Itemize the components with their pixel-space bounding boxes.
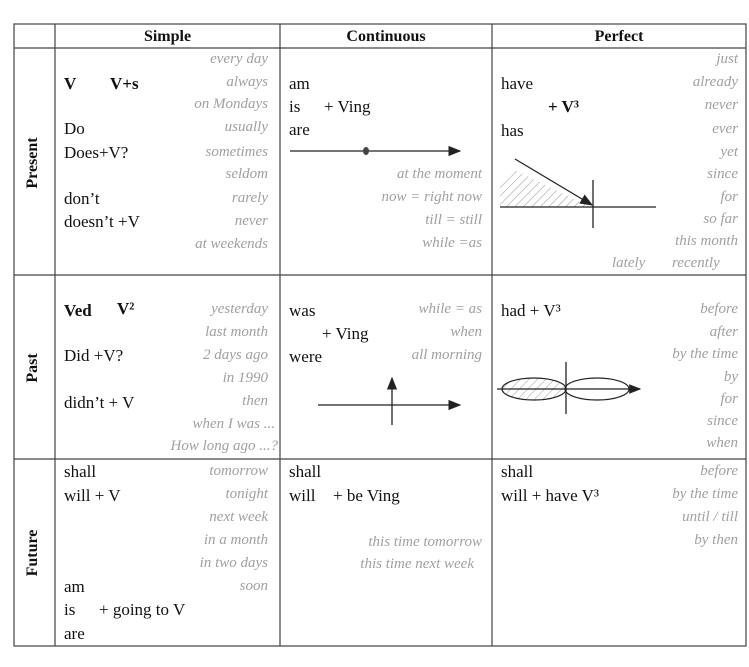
past-simple-v2: V² bbox=[117, 299, 135, 318]
future-cont-marker: this time tomorrow bbox=[368, 534, 482, 550]
past-simple-ved: Ved bbox=[64, 301, 92, 320]
past-perfect-had: had + V³ bbox=[501, 301, 561, 320]
present-perfect-marker: for bbox=[720, 189, 738, 205]
present-perfect-marker: so far bbox=[703, 211, 738, 227]
present-perfect-timeline bbox=[500, 159, 656, 228]
future-perfect-shall: shall bbox=[501, 462, 534, 481]
future-cont-marker: this time next week bbox=[360, 556, 474, 572]
past-cont-ving: + Ving bbox=[322, 324, 369, 343]
past-perfect-marker: by the time bbox=[672, 346, 738, 362]
future-cont-shall: shall bbox=[289, 462, 322, 481]
present-cont-marker: till = still bbox=[425, 212, 482, 228]
present-simple-marker: always bbox=[226, 74, 268, 90]
past-simple-marker: 2 days ago bbox=[203, 347, 268, 363]
present-simple-marker: at weekends bbox=[195, 236, 268, 252]
past-simple-did: Did +V? bbox=[64, 346, 124, 365]
past-perfect-marker: when bbox=[706, 435, 738, 451]
present-simple-marker: rarely bbox=[231, 190, 268, 206]
future-perfect-marker: until / till bbox=[682, 509, 738, 525]
present-perfect-marker: never bbox=[704, 97, 738, 113]
future-simple-marker: next week bbox=[209, 509, 268, 525]
present-perfect-has: has bbox=[501, 121, 524, 140]
past-perfect-marker: by bbox=[723, 369, 738, 385]
past-simple-marker: last month bbox=[205, 324, 268, 340]
past-simple-marker: How long ago ...? bbox=[170, 438, 278, 454]
future-cont-will: will bbox=[289, 486, 316, 505]
past-simple-didnt: didn’t + V bbox=[64, 393, 135, 412]
present-cont-ving: + Ving bbox=[324, 97, 371, 116]
header-continuous: Continuous bbox=[346, 28, 426, 45]
future-simple-marker: soon bbox=[239, 578, 268, 594]
header-perfect: Perfect bbox=[594, 28, 644, 45]
present-perfect-v3: + V³ bbox=[548, 97, 580, 116]
future-simple-shall: shall bbox=[64, 462, 97, 481]
past-cont-marker: while = as bbox=[418, 301, 482, 317]
past-perfect-marker: after bbox=[709, 324, 738, 340]
present-simple-marker: every day bbox=[210, 51, 268, 67]
header-simple: Simple bbox=[143, 28, 192, 45]
past-perfect-timeline bbox=[497, 362, 640, 414]
present-cont-am: am bbox=[289, 74, 310, 93]
future-perfect-will: will + have V³ bbox=[501, 486, 599, 505]
present-simple-marker: on Mondays bbox=[194, 96, 268, 112]
present-simple-marker: sometimes bbox=[205, 144, 268, 160]
present-simple-marker: never bbox=[234, 213, 268, 229]
past-cont-were: were bbox=[289, 347, 323, 366]
present-simple-does: Does+V? bbox=[64, 143, 129, 162]
past-cont-marker: all morning bbox=[411, 347, 482, 363]
past-cont-marker: when bbox=[450, 324, 482, 340]
past-continuous-timeline bbox=[318, 378, 460, 425]
present-perfect-marker: since bbox=[707, 166, 738, 182]
future-simple-marker: in two days bbox=[199, 555, 268, 571]
present-cont-are: are bbox=[289, 120, 310, 139]
future-perfect-marker: by the time bbox=[672, 486, 738, 502]
present-simple-v: V bbox=[64, 74, 77, 93]
present-simple-dont: don’t bbox=[64, 189, 100, 208]
past-cont-was: was bbox=[289, 301, 316, 320]
future-simple-are: are bbox=[64, 624, 85, 643]
present-perfect-have: have bbox=[501, 74, 534, 93]
future-cont-bving: + be Ving bbox=[333, 486, 400, 505]
present-cont-marker: now = right now bbox=[381, 189, 482, 205]
past-perfect-marker: before bbox=[700, 301, 738, 317]
future-simple-marker: tomorrow bbox=[209, 463, 268, 479]
past-perfect-marker: for bbox=[720, 391, 738, 407]
row-label-future: Future bbox=[24, 529, 41, 577]
future-simple-will: will + V bbox=[64, 486, 121, 505]
present-perfect-recently: recently bbox=[672, 255, 720, 271]
past-simple-marker: in 1990 bbox=[222, 370, 268, 386]
present-perfect-lately: lately bbox=[612, 255, 646, 271]
past-simple-marker: then bbox=[242, 393, 268, 409]
past-perfect-marker: since bbox=[707, 413, 738, 429]
future-simple-is: is bbox=[64, 600, 76, 619]
row-label-past: Past bbox=[24, 353, 41, 383]
present-cont-is: is bbox=[289, 97, 301, 116]
future-simple-marker: tonight bbox=[225, 486, 268, 502]
present-simple-marker: seldom bbox=[225, 166, 268, 182]
present-continuous-timeline bbox=[290, 147, 460, 155]
present-simple-marker: usually bbox=[224, 119, 268, 135]
present-simple-doesnt: doesn’t +V bbox=[64, 212, 140, 231]
past-simple-marker: when I was ... bbox=[192, 416, 275, 432]
past-simple-marker: yesterday bbox=[211, 301, 268, 317]
future-simple-am: am bbox=[64, 577, 85, 596]
present-cont-marker: at the moment bbox=[397, 166, 482, 182]
future-perfect-marker: before bbox=[700, 463, 738, 479]
present-simple-do: Do bbox=[64, 119, 85, 138]
present-perfect-marker: yet bbox=[720, 144, 738, 160]
future-perfect-marker: by then bbox=[694, 532, 738, 548]
present-perfect-marker: ever bbox=[712, 121, 738, 137]
future-simple-going: + going to V bbox=[99, 600, 186, 619]
present-perfect-marker: already bbox=[692, 74, 738, 90]
future-simple-marker: in a month bbox=[203, 532, 268, 548]
present-perfect-marker: just bbox=[716, 51, 738, 67]
present-simple-vs: V+s bbox=[110, 74, 139, 93]
present-perfect-marker: this month bbox=[675, 233, 738, 249]
row-label-present: Present bbox=[24, 137, 41, 189]
present-cont-marker: while =as bbox=[422, 235, 482, 251]
